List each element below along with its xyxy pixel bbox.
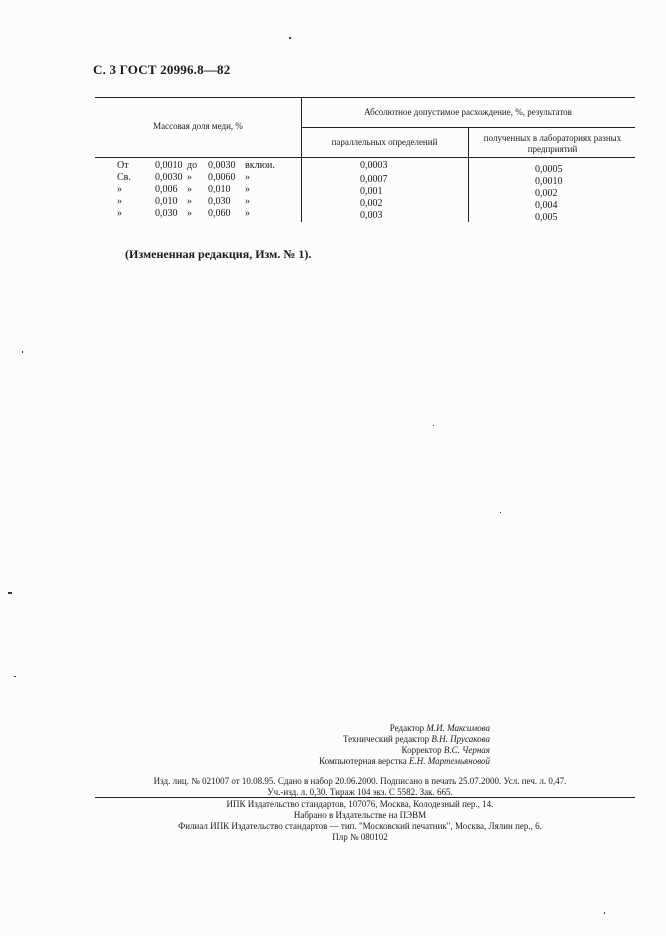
table-row [95, 184, 635, 199]
row-suffix: » [245, 172, 250, 183]
column-header-mass-fraction: Массовая доля меди, % [153, 121, 243, 131]
column-header-labs: полученных в лабораториях разных предприятий [483, 133, 622, 154]
row-from: 0,010 [155, 196, 178, 207]
row-to: 0,010 [208, 184, 231, 195]
row-suffix: » [245, 208, 250, 219]
table-row [95, 160, 635, 175]
column-header-tolerance-group: Абсолютное допустимое расхождение, %, результатов [364, 107, 572, 117]
credit-role: Компьютерная верстка [319, 756, 407, 766]
row-mid: » [187, 172, 192, 183]
row-labs: 0,005 [535, 212, 558, 223]
credit-editor [250, 723, 490, 734]
row-from: 0,0010 [155, 160, 183, 171]
credit-corrector [250, 745, 490, 756]
row-suffix: вклюи. [245, 160, 275, 171]
row-parallel: 0,0003 [360, 160, 388, 171]
scan-speck [289, 37, 291, 39]
row-labs: 0,0010 [535, 176, 563, 187]
footer-rule [95, 797, 635, 798]
row-to: 0,030 [208, 196, 231, 207]
scan-speck [604, 912, 605, 914]
footer-line: Филиал ИПК Издательство стандартов — тип. "Московский печатник", Москва, Лялин пер., 6. [178, 821, 542, 831]
row-to: 0,060 [208, 208, 231, 219]
row-labs: 0,004 [535, 200, 558, 211]
scan-speck [8, 592, 12, 594]
row-prefix: Св. [117, 172, 131, 183]
footer-line: Набрано в Издательстве на ПЭВМ [293, 810, 427, 820]
row-parallel: 0,0007 [360, 174, 388, 185]
row-mid: » [187, 196, 192, 207]
row-from: 0,0030 [155, 172, 183, 183]
row-mid: » [187, 184, 192, 195]
row-from: 0,030 [155, 208, 178, 219]
credits-block [250, 723, 490, 767]
table-top-rule [95, 97, 635, 98]
scan-speck [433, 425, 434, 426]
revision-note: (Измененная редакция, Изм. № 1). [125, 247, 312, 261]
credit-name: В.С. Черная [443, 745, 490, 755]
footer-line: Плр № 080102 [332, 832, 388, 842]
credit-role: Технический редактор [342, 734, 430, 744]
publication-line: Изд. лиц. № 021007 от 10.08.95. Сдано в набор 20.06.2000. Подписано в печать 25.07.2000. Усл. печ. л. 0,47. [153, 776, 567, 786]
row-suffix: » [245, 184, 250, 195]
table-header-bottom-rule [95, 157, 635, 158]
printer-footer [100, 799, 620, 843]
column-header-parallel: параллельных определений [331, 137, 438, 147]
row-prefix: » [117, 184, 122, 195]
credit-name: Е.Н. Мартемьяновой [408, 756, 490, 766]
credit-name: В.Н. Прусакова [431, 734, 490, 744]
row-prefix: » [117, 196, 122, 207]
publication-line: Уч.-изд. л. 0,30. Тираж 104 экз. С 5582. Зак. 665. [267, 787, 453, 797]
table-row [95, 172, 635, 187]
credit-name: М.И. Максимова [426, 723, 490, 733]
row-parallel: 0,001 [360, 186, 383, 197]
row-prefix: » [117, 208, 122, 219]
scan-speck [14, 676, 16, 677]
row-suffix: » [245, 196, 250, 207]
row-mid: » [187, 208, 192, 219]
row-to: 0,0060 [208, 172, 236, 183]
scan-speck [22, 351, 23, 353]
row-to: 0,0030 [208, 160, 236, 171]
scan-speck [500, 512, 501, 513]
row-labs: 0,002 [535, 188, 558, 199]
publication-info [100, 776, 620, 798]
table-row [95, 196, 635, 211]
row-labs: 0,0005 [535, 164, 563, 175]
row-prefix: От [117, 160, 129, 171]
row-parallel: 0,002 [360, 198, 383, 209]
footer-line: ИПК Издательство стандартов, 107076, Москва, Колодезный пер., 14. [226, 799, 494, 809]
page-header: С. 3 ГОСТ 20996.8—82 [93, 62, 231, 77]
row-from: 0,006 [155, 184, 178, 195]
credit-layout [250, 756, 490, 767]
table-row [95, 208, 635, 223]
credit-tech-editor [250, 734, 490, 745]
row-mid: до [187, 160, 198, 171]
credit-role: Редактор [389, 723, 425, 733]
row-parallel: 0,003 [360, 210, 383, 221]
credit-role: Корректор [401, 745, 442, 755]
